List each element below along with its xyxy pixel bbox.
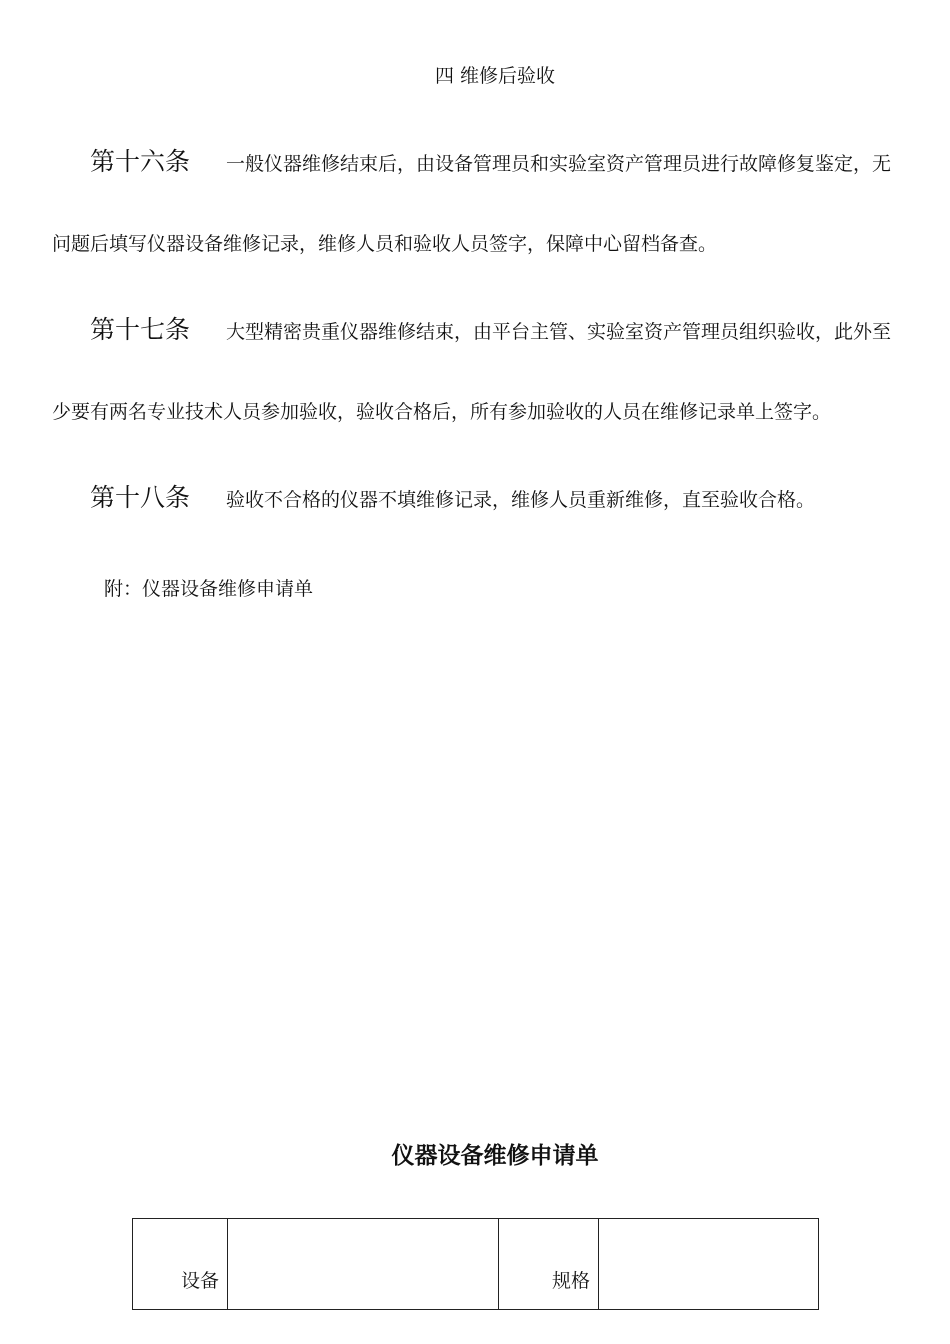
table-row <box>133 1219 819 1310</box>
spec-value-cell[interactable] <box>599 1219 819 1310</box>
spec-label: 规格 <box>551 1270 590 1292</box>
article-16-label: 第十六条 <box>90 147 191 176</box>
article-18-label: 第十八条 <box>90 483 191 512</box>
article-16-text-line1: 一般仪器维修结束后，由设备管理员和实验室资产管理员进行故障修复鉴定，无 <box>226 153 892 175</box>
equipment-label-cell <box>133 1219 228 1310</box>
repair-request-table <box>132 1218 819 1310</box>
form-title: 仪器设备维修申请单 <box>391 1143 599 1169</box>
equipment-label: 设备 <box>180 1270 219 1292</box>
article-17-label: 第十七条 <box>90 315 191 344</box>
article-17-text-line2: 少要有两名专业技术人员参加验收，验收合格后，所有参加验收的人员在维修记录单上签字。 <box>52 401 832 423</box>
article-18-text-line1: 验收不合格的仪器不填维修记录，维修人员重新维修，直至验收合格。 <box>226 489 816 511</box>
article-16-text-line2: 问题后填写仪器设备维修记录，维修人员和验收人员签字，保障中心留档备查。 <box>52 233 718 255</box>
section-heading: 四 维修后验收 <box>434 65 556 87</box>
article-17-text-line1: 大型精密贵重仪器维修结束，由平台主管、实验室资产管理员组织验收，此外至 <box>226 321 892 343</box>
equipment-value-cell[interactable] <box>228 1219 499 1310</box>
spec-label-cell <box>499 1219 599 1310</box>
appendix-note: 附：仪器设备维修申请单 <box>104 578 314 600</box>
